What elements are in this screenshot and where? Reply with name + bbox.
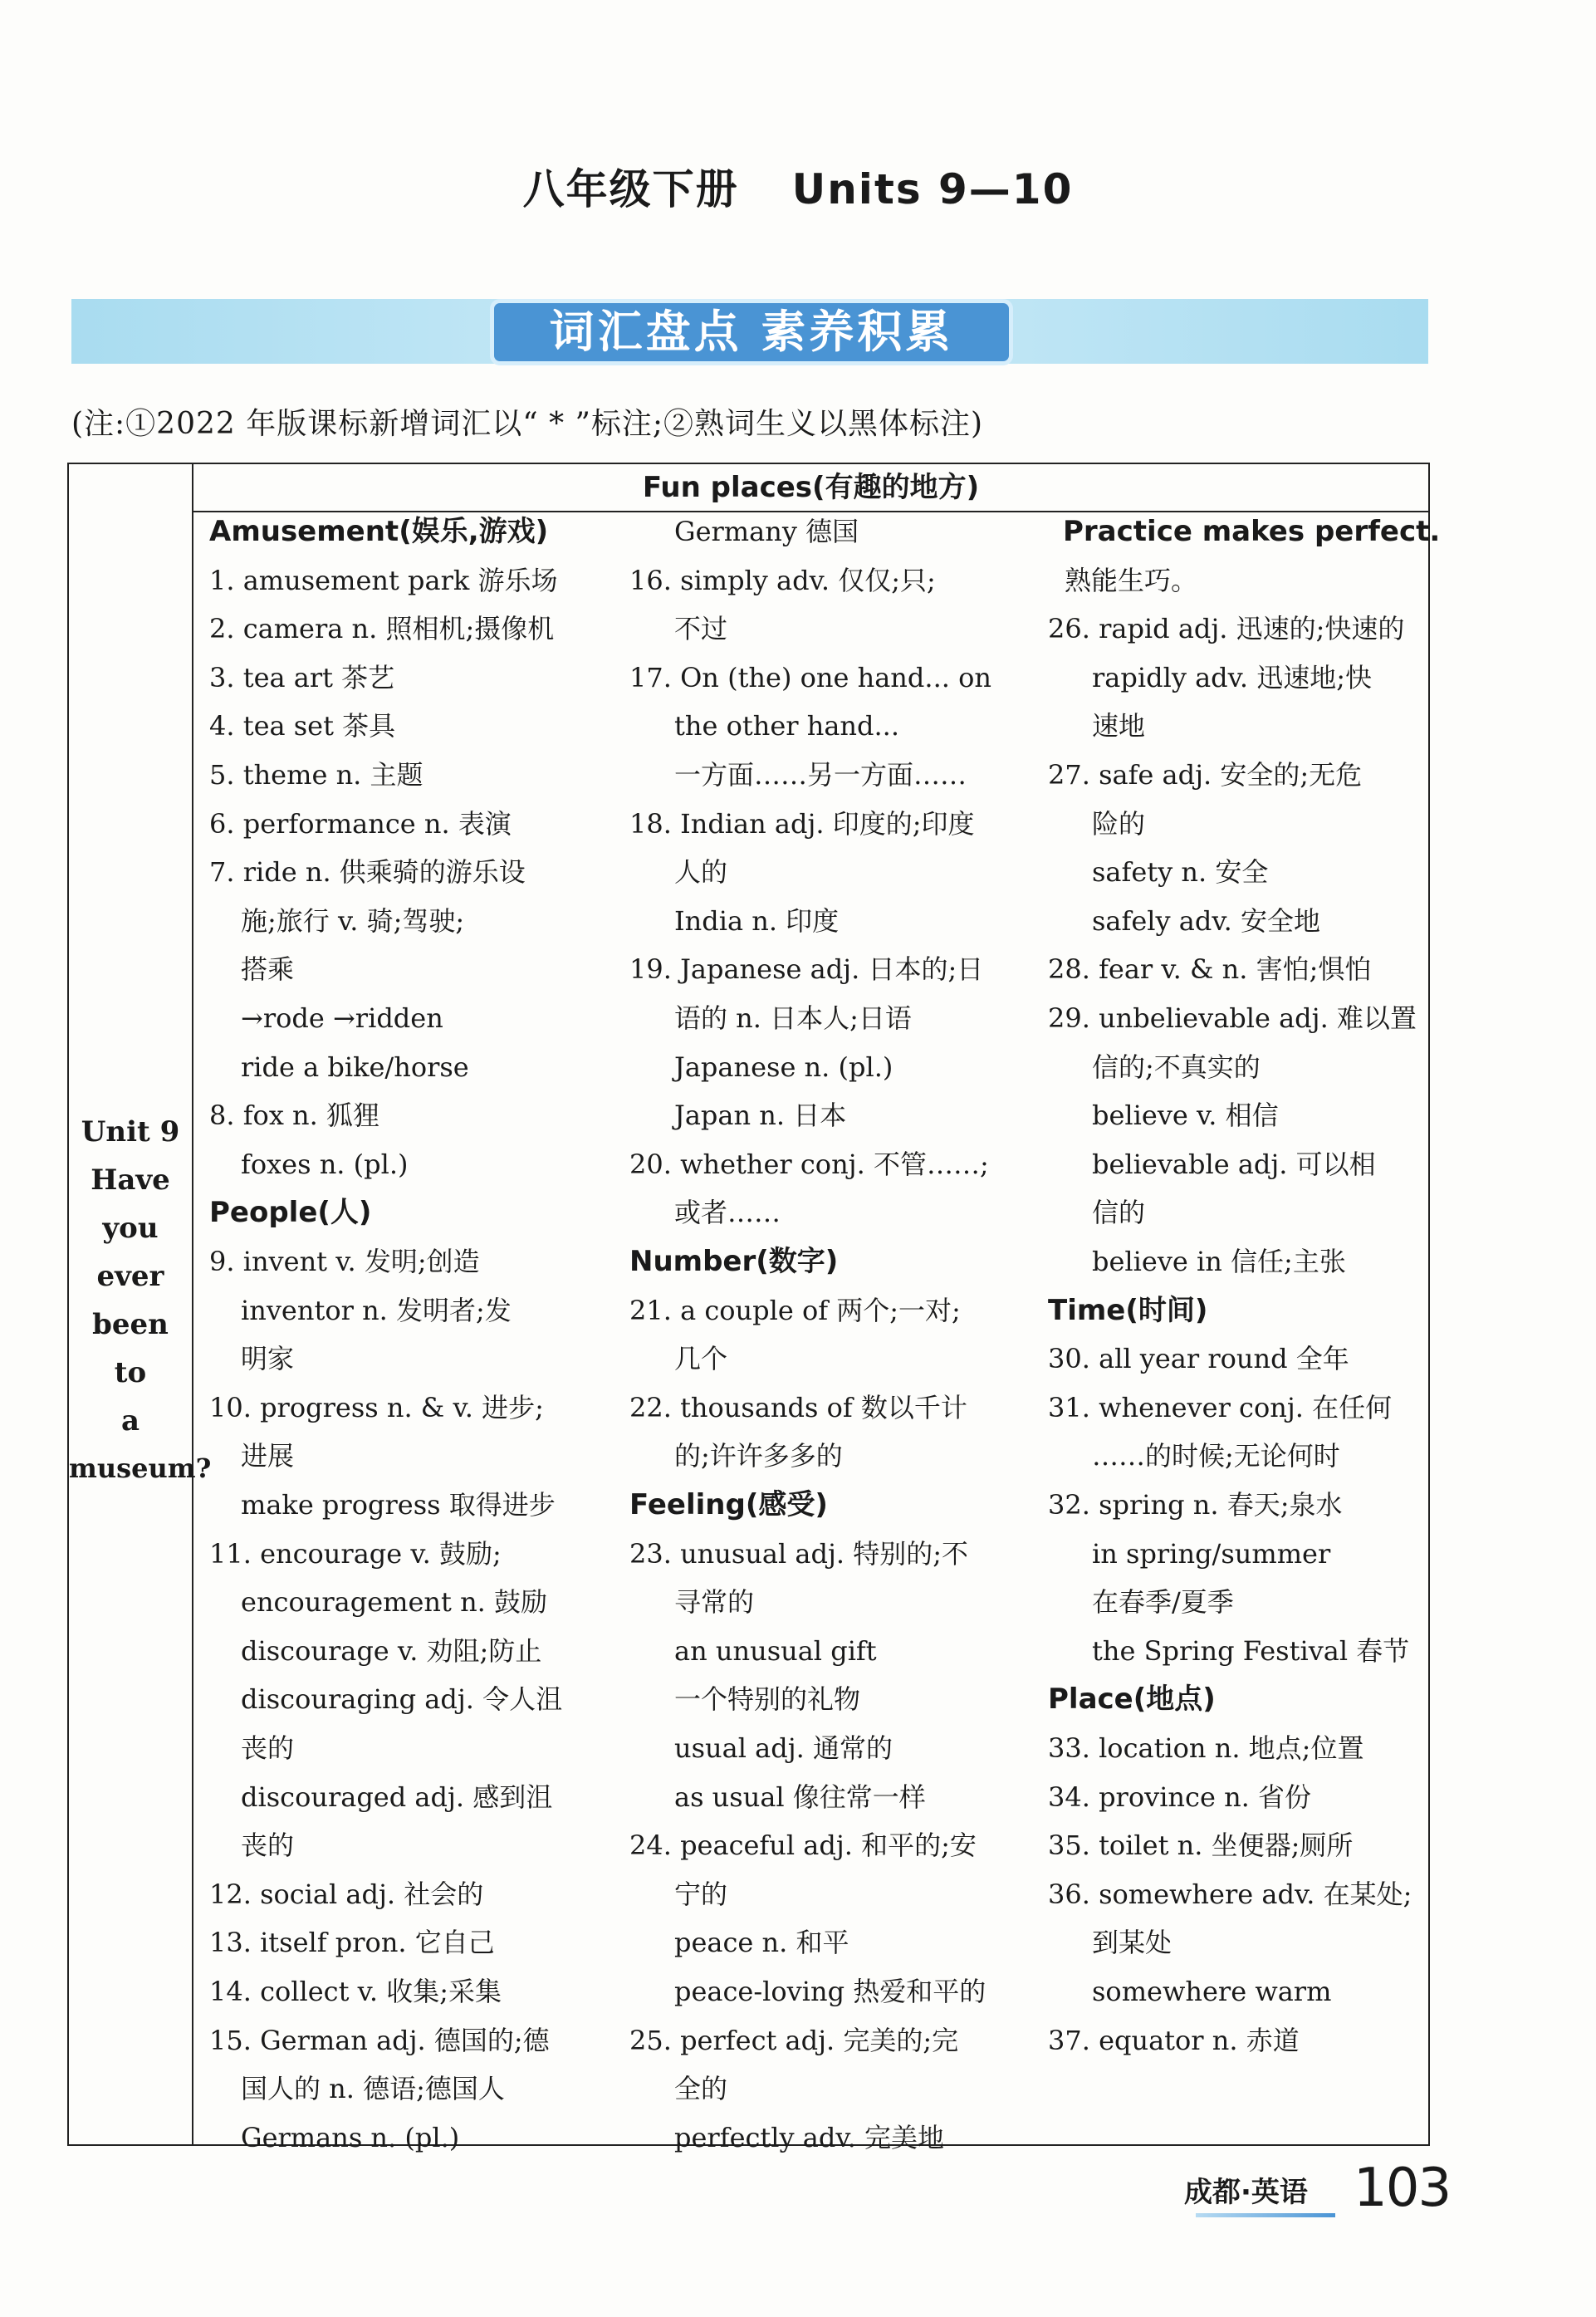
vocab-line: inventor n. 发明者;发 — [241, 1294, 512, 1326]
vocab-line: 9. invent v. 发明;创造 — [209, 1246, 480, 1277]
vocab-line: discouraging adj. 令人沮 — [241, 1683, 563, 1716]
vocab-line: foxes n. (pl.) — [241, 1148, 409, 1180]
unit-label-line: Have — [91, 1163, 170, 1197]
vocab-line: the Spring Festival 春节 — [1092, 1634, 1410, 1667]
vocab-line: 30. all year round 全年 — [1048, 1343, 1349, 1375]
unit-label-line: to — [114, 1356, 147, 1389]
vocab-line: 31. whenever conj. 在任何 — [1048, 1391, 1393, 1423]
vocab-line: India n. 印度 — [674, 904, 840, 937]
unit-label-line: been — [92, 1308, 169, 1341]
vocab-line: 1. amusement park 游乐场 — [209, 564, 558, 596]
vocab-line: encouragement n. 鼓励 — [241, 1586, 548, 1619]
vocab-line: Number(数字) — [629, 1245, 839, 1278]
vocab-line: 19. Japanese adj. 日本的;日 — [629, 953, 984, 986]
vocab-line: believe v. 相信 — [1092, 1100, 1279, 1132]
vocab-line: 一个特别的礼物 — [674, 1683, 861, 1716]
vocab-line: make progress 取得进步 — [241, 1489, 556, 1521]
vocab-line: 28. fear v. & n. 害怕;惧怕 — [1048, 953, 1372, 986]
vocab-line: 36. somewhere adv. 在某处; — [1048, 1878, 1412, 1910]
vocab-line: Feeling(感受) — [629, 1488, 828, 1521]
vocab-line: 23. unusual adj. 特别的;不 — [629, 1537, 969, 1570]
table-heading: Fun places(有趣的地方) — [193, 464, 1428, 512]
vocab-line: 或者…… — [674, 1197, 781, 1229]
vocab-line: 6. performance n. 表演 — [209, 807, 512, 840]
vocab-line: 16. simply adv. 仅仅;只; — [629, 564, 936, 596]
vocab-line: Japan n. 日本 — [674, 1100, 847, 1132]
vocab-line: 26. rapid adj. 迅速的;快速的 — [1048, 613, 1405, 645]
footer-label: 成都·英语 — [1184, 2176, 1308, 2209]
grade-label: 八年级下册 — [522, 165, 739, 213]
vocab-line: 搭乘 — [241, 953, 295, 986]
vocab-line: 25. perfect adj. 完美的;完 — [629, 2024, 959, 2056]
vocab-line: 3. tea art 茶艺 — [209, 661, 395, 693]
vocab-line: 34. province n. 省份 — [1048, 1781, 1312, 1813]
vocab-line: discouraged adj. 感到沮 — [241, 1781, 553, 1813]
vocab-line: 2. camera n. 照相机;摄像机 — [209, 613, 555, 645]
vocab-line: believe in 信任;主张 — [1092, 1246, 1346, 1277]
vocab-line: 33. location n. 地点;位置 — [1048, 1732, 1364, 1764]
vocab-line: Time(时间) — [1048, 1293, 1208, 1327]
vocab-line: 进展 — [241, 1440, 295, 1472]
vocab-line: 24. peaceful adj. 和平的;安 — [629, 1830, 977, 1862]
vocab-line: 语的 n. 日本人;日语 — [674, 1002, 912, 1034]
vocab-line: 5. theme n. 主题 — [209, 759, 423, 791]
unit-column — [69, 464, 212, 2144]
vocab-line: ride a bike/horse — [241, 1051, 469, 1083]
vocab-line: 15. German adj. 德国的;德 — [209, 2024, 550, 2056]
unit-label-line: a — [120, 1404, 140, 1438]
page-number: 103 — [1354, 2158, 1451, 2219]
vocab-line: 27. safe adj. 安全的;无危 — [1048, 759, 1363, 791]
vocab-line: 信的 — [1092, 1197, 1146, 1229]
vocab-line: believable adj. 可以相 — [1092, 1148, 1376, 1180]
vocab-line: 21. a couple of 两个;一对; — [629, 1294, 961, 1326]
vocab-line: Amusement(娱乐,游戏) — [209, 515, 549, 548]
vocab-line: an unusual gift — [674, 1634, 877, 1667]
vocab-line: 14. collect v. 收集;采集 — [209, 1976, 502, 2007]
vocab-line: Germans n. (pl.) — [241, 2121, 460, 2153]
vocab-line: 29. unbelievable adj. 难以置 — [1048, 1002, 1417, 1034]
vocab-line: 熟能生巧。 — [1065, 564, 1198, 596]
vocab-line: 8. fox n. 狐狸 — [209, 1100, 379, 1132]
units-label: Units 9—10 — [791, 165, 1074, 213]
vocab-line: 11. encourage v. 鼓励; — [209, 1537, 502, 1570]
vocab-line: 一方面……另一方面…… — [674, 759, 967, 791]
vocab-line: somewhere warm — [1092, 1976, 1332, 2007]
vocab-line: 明家 — [241, 1343, 295, 1375]
vocab-line: 宁的 — [674, 1878, 728, 1910]
vocab-line: 20. whether conj. 不管……; — [629, 1148, 989, 1180]
vocab-line: discourage v. 劝阻;防止 — [241, 1634, 542, 1667]
vocab-line: 的;许许多多的 — [674, 1440, 843, 1472]
vocab-line: safely adv. 安全地 — [1092, 904, 1320, 937]
unit-label-line: ever — [96, 1260, 164, 1293]
vocab-line: 10. progress n. & v. 进步; — [209, 1391, 544, 1423]
vocab-line: peace-loving 热爱和平的 — [674, 1976, 986, 2007]
section-banner: 词汇盘点 素养积累 — [490, 299, 1013, 365]
vocab-line: 4. tea set 茶具 — [209, 710, 396, 742]
page-title — [0, 156, 1596, 216]
footer-underline — [1196, 2213, 1335, 2217]
note-text: (注:①2022 年版课标新增词汇以“ * ”标注;②熟词生义以黑体标注) — [71, 407, 984, 441]
vocab-line: 12. social adj. 社会的 — [209, 1878, 484, 1910]
vocab-line: safety n. 安全 — [1092, 856, 1269, 889]
vocab-line: 信的;不真实的 — [1092, 1051, 1261, 1083]
vocab-line: 几个 — [674, 1343, 728, 1375]
vocab-line: 施;旅行 v. 骑;驾驶; — [241, 904, 465, 937]
vocab-line: 全的 — [674, 2073, 728, 2105]
vocab-line: peace n. 和平 — [674, 1927, 849, 1959]
vocab-line: 人的 — [674, 856, 728, 889]
unit-label-line: Unit 9 — [81, 1115, 180, 1149]
vocab-line: 国人的 n. 德语;德国人 — [241, 2073, 505, 2105]
vocab-line: 险的 — [1092, 807, 1146, 840]
vocab-line: 不过 — [674, 613, 728, 645]
vocab-line: ……的时候;无论何时 — [1092, 1440, 1340, 1472]
vocab-line: 17. On (the) one hand... on — [629, 661, 991, 693]
vocab-line: →rode →ridden — [241, 1002, 443, 1034]
vocab-line: rapidly adv. 迅速地;快 — [1092, 661, 1373, 693]
vocab-line: 寻常的 — [674, 1586, 755, 1619]
unit-label-line: museum? — [69, 1452, 212, 1484]
vocab-line: 13. itself pron. 它自己 — [209, 1927, 495, 1959]
vocab-line: Japanese n. (pl.) — [674, 1051, 893, 1083]
vocab-line: Germany 德国 — [674, 516, 859, 547]
vocab-line: People(人) — [209, 1196, 372, 1230]
vocab-line: perfectly adv. 完美地 — [674, 2121, 944, 2153]
vocab-line: 到某处 — [1092, 1927, 1173, 1959]
vocab-line: 7. ride n. 供乘骑的游乐设 — [209, 856, 526, 889]
unit-label-line: you — [102, 1212, 159, 1245]
vocab-line: 22. thousands of 数以千计 — [629, 1391, 967, 1423]
vocab-line: 18. Indian adj. 印度的;印度 — [629, 807, 975, 840]
vocab-line: 37. equator n. 赤道 — [1048, 2024, 1300, 2056]
vocab-line: usual adj. 通常的 — [674, 1732, 893, 1764]
vocab-line: in spring/summer — [1092, 1537, 1331, 1570]
vocab-line: Practice makes perfect. — [1063, 515, 1441, 548]
vocab-line: Place(地点) — [1048, 1683, 1216, 1717]
vocab-line: 35. toilet n. 坐便器;厕所 — [1048, 1830, 1354, 1862]
vocab-line: 丧的 — [241, 1732, 295, 1764]
vocab-line: 速地 — [1092, 710, 1146, 742]
vocab-line: the other hand... — [674, 710, 900, 742]
vocab-line: 32. spring n. 春天;泉水 — [1048, 1489, 1343, 1521]
vocab-line: 在春季/夏季 — [1092, 1586, 1234, 1619]
vocab-line: 丧的 — [241, 1830, 295, 1862]
vocab-line: as usual 像往常一样 — [674, 1781, 926, 1813]
